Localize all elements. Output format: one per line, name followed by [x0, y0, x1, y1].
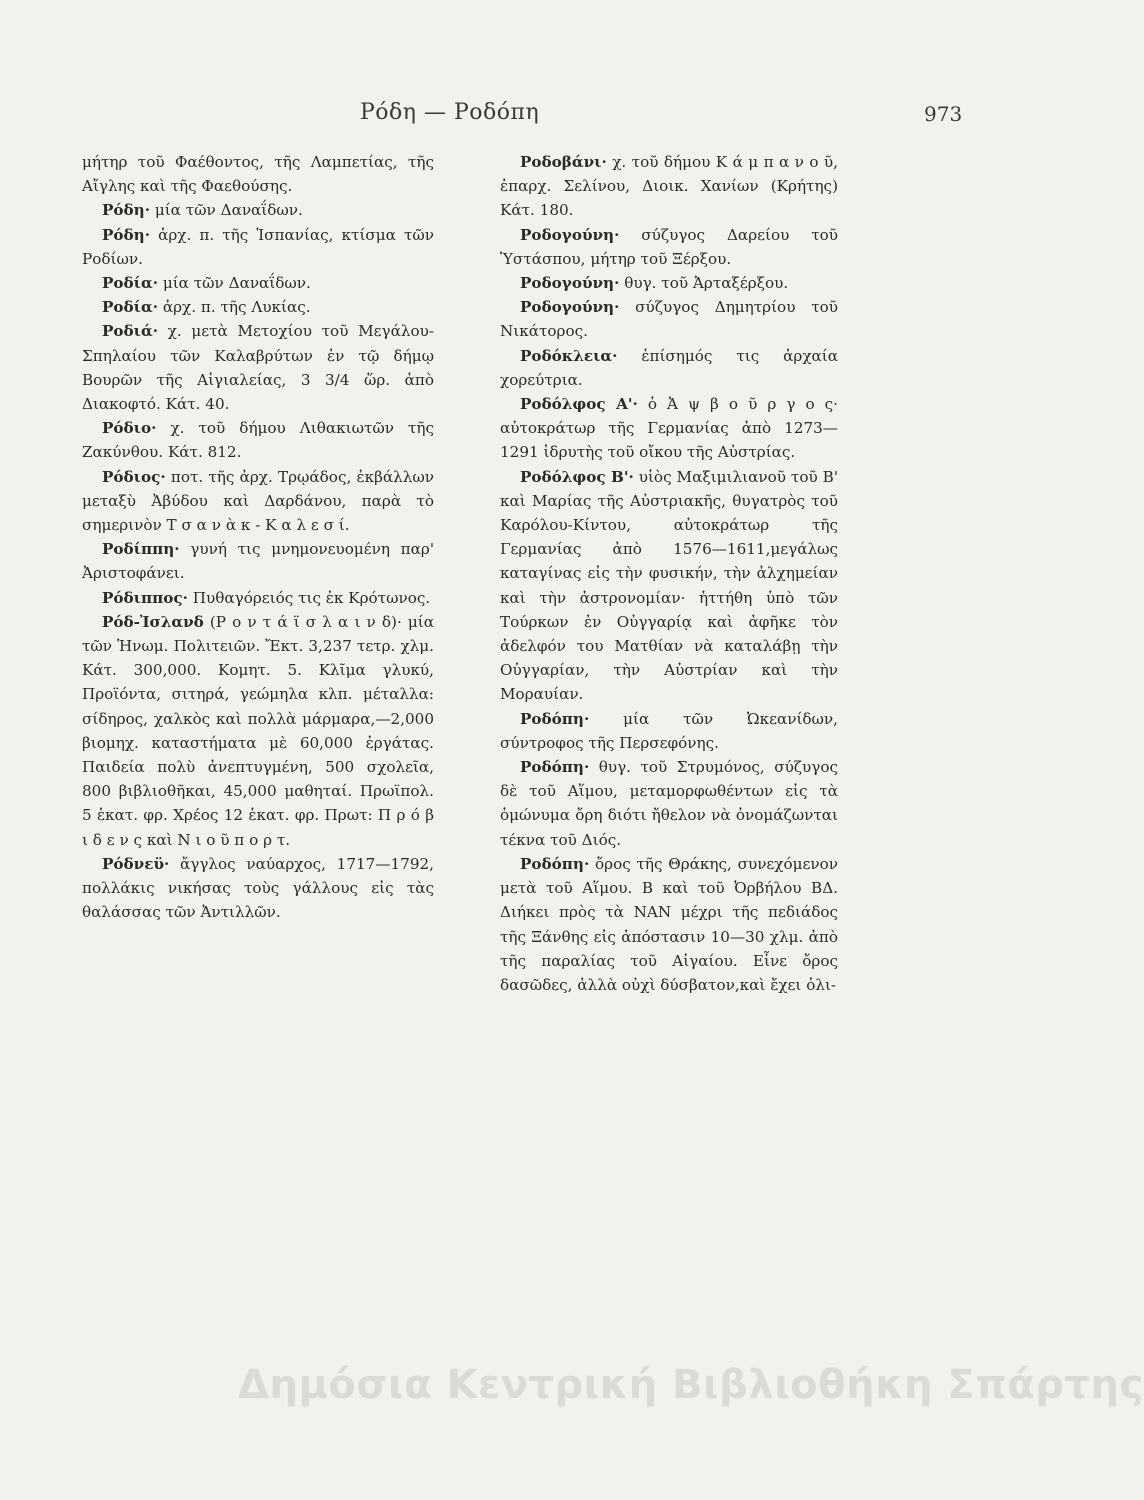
entry-text: χ. τοῦ δήμου Κ ά μ π α ν ο ῦ, ἐπαρχ. Σελίνου, Διοικ. Χανίων (Κρήτης) Κάτ. 180.: [500, 153, 838, 220]
entry-headword: Ροδίππη·: [102, 540, 180, 559]
entry-text: μία τῶν Δαναΐδων.: [150, 201, 303, 220]
dictionary-entry: [82, 465, 434, 538]
entry-text: ἀρχ. π. τῆς Λυκίας.: [158, 298, 311, 317]
entry-text: υἱὸς Μαξιμιλιανοῦ τοῦ Β' καὶ Μαρίας τῆς Αὐστριακῆς, θυγατρὸς τοῦ Καρόλου-Κίντου, αὐτοκράτωρ τῆς Γερμανίας ἀπὸ 1576—1611,μεγάλως καταγίνας εἰς τὴν φυσικήν, τὴν ἀλχημείαν καὶ τὴν ἀστρονομίαν· ἡττήθη ὑπὸ τῶν Τούρκων ἐν Οὐγγαρίᾳ καὶ ἀφῆκε τὸν ἀδελφόν του Ματθίαν νὰ καταλάβῃ τὴν Οὐγγαρίαν, τὴν Αὐστρίαν καὶ τὴν Μοραυίαν.: [500, 467, 838, 704]
dictionary-entry: [500, 392, 838, 465]
page-number: 973: [924, 102, 963, 126]
entry-text: μία τῶν Ὠκεανίδων, σύντροφος τῆς Περσεφόνης.: [500, 709, 838, 752]
library-watermark: Δημόσια Κεντρική Βιβλιοθήκη Σπάρτης: [238, 1362, 1144, 1408]
entry-headword: Ρόδνεϋ·: [102, 854, 170, 873]
entry-headword: Ροδόλφος Α'·: [520, 395, 638, 414]
dictionary-entry: [82, 223, 434, 271]
entry-text: θυγ. τοῦ Ἀρταξέρξου.: [619, 274, 789, 293]
entry-text: χ. μετὰ Μετοχίου τοῦ Μεγάλου-Σπηλαίου τῶν Καλαβρύτων ἐν τῷ δήμῳ Βουρῶν τῆς Αἰγιαλείας, 3 3/4 ὥρ. ἀπὸ Διακοφτό. Κάτ. 40.: [82, 322, 434, 414]
entry-text: ἄγγλος ναύαρχος, 1717—1792, πολλάκις νικήσας τοὺς γάλλους εἰς τὰς θαλάσσας τῶν Ἀντιλλῶν.: [82, 854, 434, 922]
entry-headword: Ροδογούνη·: [520, 274, 620, 293]
dictionary-entry: [82, 586, 434, 610]
dictionary-entry: [82, 319, 434, 416]
entry-headword: Ροδόκλεια·: [520, 346, 618, 365]
dictionary-entry: [500, 465, 838, 707]
entry-text: Πυθαγόρειός τις ἐκ Κρότωνος.: [187, 588, 431, 607]
dictionary-entry: [82, 198, 434, 222]
running-head: Ρόδη — Ροδόπη: [360, 100, 540, 125]
dictionary-entry: [500, 755, 838, 852]
dictionary-entry: [500, 295, 838, 343]
entry-text: σύζυγος Δαρείου τοῦ Ὑστάσπου, μήτηρ τοῦ Ξέρξου.: [500, 225, 838, 268]
dictionary-entry: [500, 223, 838, 271]
entry-text: (Ρ ο ν τ ά ϊ σ λ α ι ν δ)· μία τῶν Ἡνωμ. Πολιτειῶν. Ἔκτ. 3,237 τετρ. χλμ. Κάτ. 300,000. Κομητ. 5. Κλῖμα γλυκύ, Προϊόντα, σιτηρά, γεώμηλα κλπ. μέταλλα: σίδηρος, χαλκὸς καὶ πολλὰ μάρμαρα,—2,000 βιομηχ. καταστήματα μὲ 60,000 ἐργάτας. Παιδεία πολὺ ἀνεπτυγμένη, 500 σχολεῖα, 800 βιβλιοθῆκαι, 45,000 μαθηταί. Πρωϊπολ. 5 ἑκατ. φρ. Χρέος 12 ἑκατ. φρ. Πρωτ: Π ρ ό β ι δ ε ν ς καὶ Ν ι ο ῦ π ο ρ τ.: [82, 612, 434, 849]
entry-text: θυγ. τοῦ Στρυμόνος, σύζυγος δὲ τοῦ Αἵμου, μεταμορφωθέντων εἰς τὰ ὁμώνυμα ὄρη διότι ἤθελον νὰ ὀνομάζωνται τέκνα τοῦ Διός.: [500, 758, 838, 849]
dictionary-entry: [82, 537, 434, 585]
dictionary-entry: [500, 150, 838, 223]
entry-headword: Ροδία·: [102, 298, 159, 317]
entry-headword: Ρόδ-Ἰσλανδ: [102, 612, 204, 631]
entry-text: ὁ Ἀ ψ β ο ῦ ρ γ ο ς· αὐτοκράτωρ τῆς Γερμανίας ἀπὸ 1273—1291 ἱδρυτὴς τοῦ οἴκου τῆς Αὐστρίας.: [500, 395, 838, 462]
entry-text: σύζυγος Δημητρίου τοῦ Νικάτορος.: [500, 298, 838, 341]
entry-headword: Ροδία·: [102, 274, 159, 293]
left-column: [82, 150, 434, 925]
right-column: [500, 150, 838, 997]
entry-text: χ. τοῦ δήμου Λιθακιωτῶν τῆς Ζακύνθου. Κάτ. 812.: [82, 419, 434, 462]
dictionary-entry: [500, 271, 838, 295]
entry-text: γυνή τις μνημονευομένη παρ' Ἀριστοφάνει.: [82, 540, 434, 583]
entry-text: μία τῶν Δαναΐδων.: [158, 274, 311, 293]
entry-headword: Ροδογούνη·: [520, 225, 620, 244]
dictionary-entry: [82, 271, 434, 295]
dictionary-entry: [82, 610, 434, 852]
dictionary-entry: [500, 707, 838, 755]
entry-text: μήτηρ τοῦ Φαέθοντος, τῆς Λαμπετίας, τῆς Αἴγλης καὶ τῆς Φαεθούσης.: [82, 153, 434, 196]
entry-headword: Ρόδη·: [102, 201, 151, 220]
entry-headword: Ρόδιππος·: [102, 588, 188, 607]
dictionary-entry: [82, 295, 434, 319]
dictionary-entry: [500, 852, 838, 997]
dictionary-entry: [500, 344, 838, 392]
entry-headword: Ροδόπη·: [520, 758, 590, 777]
entry-headword: Ροδόπη·: [520, 854, 590, 873]
entry-headword: Ρόδιος·: [102, 467, 166, 486]
entry-headword: Ρόδη·: [102, 225, 151, 244]
entry-headword: Ροδογούνη·: [520, 298, 620, 317]
entry-text: ἀρχ. π. τῆς Ἱσπανίας, κτίσμα τῶν Ροδίων.: [82, 225, 434, 268]
dictionary-entry: [82, 416, 434, 464]
entry-text: ὄρος τῆς Θράκης, συνεχόμενον μετὰ τοῦ Αἵμου. Β καὶ τοῦ Ὀρβήλου ΒΔ. Διήκει πρὸς τὰ ΝΑΝ μέχρι τῆς πεδιάδος τῆς Ξάνθης εἰς ἀπόστασιν 10—30 χλμ. ἀπὸ τῆς παραλίας τοῦ Αἰγαίου. Εἶνε ὄρος δασῶδες, ἀλλὰ οὐχὶ δύσβατον,καὶ ἔχει ὀλι-: [500, 854, 838, 994]
entry-headword: Ροδοβάνι·: [520, 153, 607, 171]
entry-text: ἐπίσημός τις ἀρχαία χορεύτρια.: [500, 346, 838, 389]
entry-headword: Ροδιά·: [102, 322, 159, 341]
entry-headword: Ροδόλφος Β'·: [520, 467, 634, 486]
dictionary-entry: [82, 150, 434, 198]
entry-headword: Ροδόπη·: [520, 709, 590, 728]
dictionary-entry: [82, 852, 434, 925]
entry-headword: Ρόδιο·: [102, 419, 157, 438]
entry-text: ποτ. τῆς ἀρχ. Τρῳάδος, ἐκβάλλων μεταξὺ Ἀβύδου καὶ Δαρδάνου, παρὰ τὸ σημερινὸν Τ σ α ν ὰ κ - Κ α λ ε σ ί.: [82, 467, 434, 535]
